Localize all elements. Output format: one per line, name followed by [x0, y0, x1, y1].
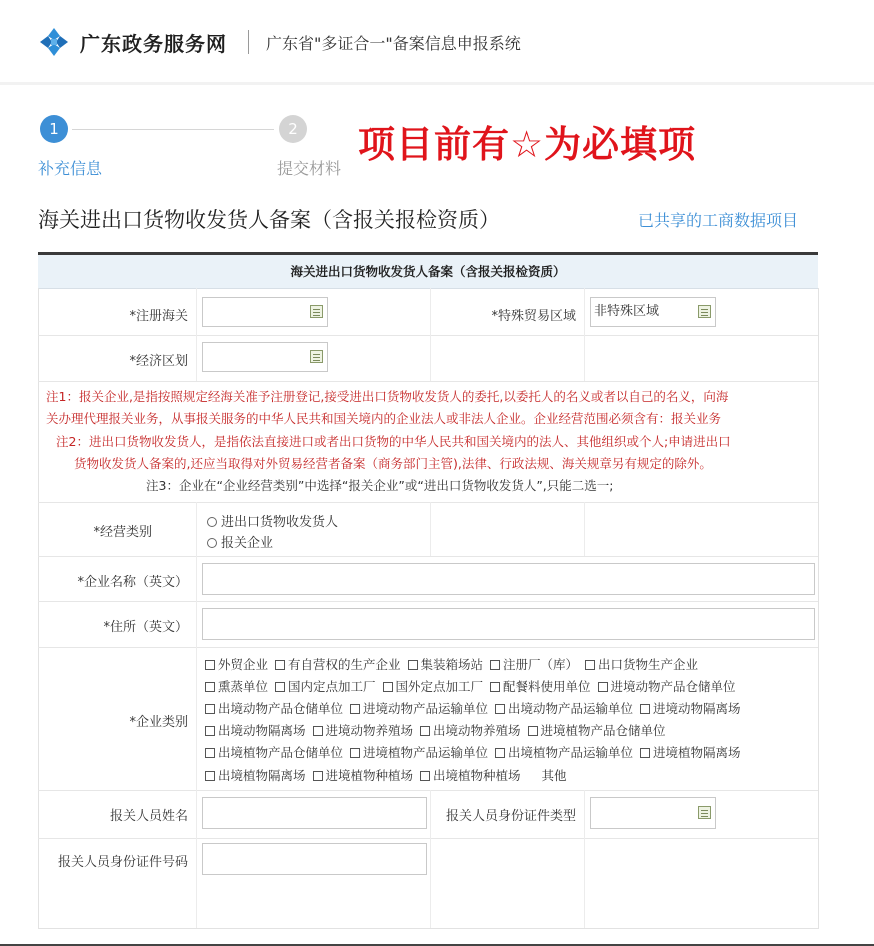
- checkbox-item[interactable]: [205, 701, 343, 716]
- declarant-id-number-input[interactable]: [202, 843, 427, 875]
- step-2-circle[interactable]: 2: [279, 115, 307, 143]
- checkbox-item[interactable]: [205, 723, 306, 738]
- site-header: [0, 0, 874, 83]
- option-label: 进出口货物收发货人: [221, 515, 339, 530]
- checkbox-item[interactable]: [313, 723, 414, 738]
- column-divider: [430, 790, 431, 928]
- checkbox-item[interactable]: [528, 723, 666, 738]
- enterprise-type-row: [205, 743, 744, 761]
- checkbox-item[interactable]: [350, 701, 488, 716]
- declarant-id-type-picker-icon[interactable]: [698, 806, 711, 819]
- checkbox-label: 出口货物生产企业: [598, 657, 699, 672]
- checkbox-item[interactable]: [420, 768, 521, 783]
- checkbox-item[interactable]: [313, 768, 414, 783]
- step-connector: [72, 129, 274, 130]
- special-zone-picker-icon[interactable]: [698, 305, 711, 318]
- checkbox-item[interactable]: [350, 745, 488, 760]
- checkbox-icon[interactable]: [490, 660, 500, 670]
- column-divider: [196, 502, 197, 928]
- column-divider: [584, 790, 585, 928]
- column-divider: [584, 288, 585, 381]
- checkbox-item[interactable]: [598, 679, 736, 694]
- radio-icon[interactable]: [207, 517, 217, 527]
- checkbox-item[interactable]: [205, 745, 343, 760]
- checkbox-label: 进境动物养殖场: [325, 723, 414, 738]
- special-zone-label: *特殊贸易区域: [491, 309, 576, 324]
- checkbox-item[interactable]: [640, 701, 741, 716]
- address-en-input[interactable]: [202, 608, 815, 640]
- checkbox-item[interactable]: [490, 679, 591, 694]
- checkbox-icon[interactable]: [205, 660, 215, 670]
- checkbox-label: 进境动物隔离场: [653, 701, 741, 716]
- row-divider: [38, 790, 818, 791]
- note-2b: 货物收发货人备案的,还应当取得对外贸易经营者备案（商务部门主管),法律、行政法规、海关规章另有规定的除外。: [74, 456, 712, 471]
- guangdong-logo-icon[interactable]: [38, 26, 70, 58]
- checkbox-icon[interactable]: [420, 771, 430, 781]
- other-label[interactable]: 其他: [541, 768, 567, 783]
- checkbox-icon[interactable]: [383, 682, 393, 692]
- checkbox-icon[interactable]: [350, 748, 360, 758]
- checkbox-icon[interactable]: [585, 660, 595, 670]
- checkbox-label: 配餐料使用单位: [503, 679, 591, 694]
- checkbox-icon[interactable]: [420, 726, 430, 736]
- row-divider: [38, 647, 818, 648]
- checkbox-label: 进境动物产品运输单位: [363, 701, 489, 716]
- page-title: 海关进出口货物收发货人备案（含报关报检资质）: [38, 208, 500, 232]
- shared-business-data-link[interactable]: 已共享的工商数据项目: [638, 211, 799, 230]
- checkbox-icon[interactable]: [350, 704, 360, 714]
- checkbox-icon[interactable]: [313, 726, 323, 736]
- declarant-name-label: 报关人员姓名: [109, 809, 188, 824]
- row-divider: [38, 556, 818, 557]
- note-1a: 注1：报关企业,是指按照规定经海关准予注册登记,接受进出口货物收发货人的委托,以委托人的名义或者以自己的名义，向海: [46, 389, 729, 404]
- checkbox-label: 集装箱场站: [420, 657, 484, 672]
- checkbox-item[interactable]: [420, 723, 521, 738]
- checkbox-item[interactable]: [585, 657, 698, 672]
- checkbox-label: 国外定点加工厂: [395, 679, 484, 694]
- radio-icon[interactable]: [207, 538, 217, 548]
- step-1-label[interactable]: 补充信息: [38, 159, 103, 178]
- special-zone-select[interactable]: 非特殊区域: [590, 297, 716, 327]
- system-name: 广东省"多证合一"备案信息申报系统: [266, 34, 521, 53]
- checkbox-label: 进境植物产品运输单位: [363, 745, 489, 760]
- note-1b: 关办理代理报关业务，从事报关服务的中华人民共和国关境内的企业法人或非法人企业。企业经营范围必须含有：报关业务: [46, 411, 722, 426]
- checkbox-item[interactable]: [205, 679, 268, 694]
- row-divider: [38, 838, 818, 839]
- economic-zone-picker-icon[interactable]: [310, 350, 323, 363]
- enterprise-type-row: [205, 766, 567, 784]
- checkbox-item[interactable]: [205, 657, 268, 672]
- checkbox-item[interactable]: [408, 657, 484, 672]
- column-divider: [430, 502, 431, 556]
- checkbox-icon[interactable]: [495, 704, 505, 714]
- table-title: 海关进出口货物收发货人备案（含报关报检资质）: [38, 255, 818, 289]
- checkbox-label: 出境植物产品运输单位: [508, 745, 634, 760]
- checkbox-label: 出境动物隔离场: [218, 723, 306, 738]
- header-separator: [248, 30, 249, 54]
- checkbox-icon[interactable]: [205, 704, 215, 714]
- checkbox-item[interactable]: [275, 679, 376, 694]
- company-name-en-label: *企业名称（英文）: [77, 575, 188, 590]
- checkbox-icon[interactable]: [408, 660, 418, 670]
- declarant-name-input[interactable]: [202, 797, 427, 829]
- checkbox-icon[interactable]: [275, 682, 285, 692]
- row-divider: [38, 335, 818, 336]
- checkbox-label: 进境动物产品仓储单位: [610, 679, 736, 694]
- checkbox-item[interactable]: [383, 679, 484, 694]
- customs-picker-icon[interactable]: [310, 305, 323, 318]
- checkbox-icon[interactable]: [205, 748, 215, 758]
- checkbox-label: 出境动物养殖场: [433, 723, 521, 738]
- checkbox-item[interactable]: [495, 745, 633, 760]
- checkbox-item[interactable]: [640, 745, 741, 760]
- business-type-label: *经营类别: [93, 525, 152, 540]
- checkbox-icon[interactable]: [598, 682, 608, 692]
- checkbox-icon[interactable]: [205, 682, 215, 692]
- checkbox-icon[interactable]: [640, 704, 650, 714]
- option-label: 报关企业: [221, 536, 274, 551]
- customs-label: *注册海关: [129, 309, 188, 324]
- checkbox-item[interactable]: [205, 768, 306, 783]
- enterprise-type-row: [205, 677, 739, 695]
- note-2a: 注2：进出口货物收发货人，是指依法直接进口或者出口货物的中华人民共和国关境内的法人、其他组织或个人;申请进出口: [56, 434, 731, 449]
- checkbox-label: 出境动物产品运输单位: [508, 701, 634, 716]
- row-divider: [38, 381, 818, 382]
- economic-zone-label: *经济区划: [129, 354, 188, 369]
- checkbox-item[interactable]: [490, 657, 578, 672]
- business-type-option-broker[interactable]: [207, 532, 273, 551]
- checkbox-icon[interactable]: [640, 748, 650, 758]
- step-2-label[interactable]: 提交材料: [277, 159, 342, 178]
- column-divider: [196, 288, 197, 381]
- column-divider: [584, 502, 585, 556]
- required-fields-annotation: 项目前有☆为必填项: [358, 123, 697, 166]
- checkbox-icon[interactable]: [205, 771, 215, 781]
- enterprise-type-row: [205, 721, 669, 739]
- checkbox-label: 熏蒸单位: [218, 679, 269, 694]
- checkbox-icon[interactable]: [495, 748, 505, 758]
- checkbox-icon[interactable]: [275, 660, 285, 670]
- row-divider: [38, 502, 818, 503]
- checkbox-label: 进境植物隔离场: [653, 745, 741, 760]
- checkbox-label: 出境动物产品仓储单位: [218, 701, 344, 716]
- checkbox-icon[interactable]: [528, 726, 538, 736]
- checkbox-label: 进境植物产品仓储单位: [540, 723, 666, 738]
- checkbox-label: 国内定点加工厂: [288, 679, 376, 694]
- checkbox-label: 出境植物产品仓储单位: [218, 745, 344, 760]
- checkbox-label: 注册厂（库）: [503, 657, 579, 672]
- declarant-id-number-label: 报关人员身份证件号码: [57, 855, 188, 870]
- checkbox-item[interactable]: [495, 701, 633, 716]
- declarant-id-type-label: 报关人员身份证件类型: [445, 809, 576, 824]
- checkbox-icon[interactable]: [490, 682, 500, 692]
- checkbox-label: 出境植物种植场: [433, 768, 521, 783]
- checkbox-icon[interactable]: [313, 771, 323, 781]
- address-en-label: *住所（英文）: [103, 620, 188, 635]
- checkbox-label: 进境植物种植场: [325, 768, 414, 783]
- column-divider: [430, 288, 431, 381]
- checkbox-label: 外贸企业: [218, 657, 269, 672]
- header-divider: [0, 82, 874, 85]
- checkbox-item[interactable]: [275, 657, 401, 672]
- enterprise-type-row: [205, 655, 701, 673]
- row-divider: [38, 601, 818, 602]
- site-name[interactable]: 广东政务服务网: [80, 32, 227, 56]
- checkbox-label: 出境植物隔离场: [218, 768, 306, 783]
- enterprise-type-row: [205, 699, 744, 717]
- enterprise-type-label: *企业类别: [129, 715, 188, 730]
- business-type-option-trader[interactable]: [207, 511, 338, 530]
- step-1-circle[interactable]: 1: [40, 115, 68, 143]
- note-3: 注3：企业在“企业经营类别”中选择“报关企业”或“进出口货物收发货人”,只能二选一;: [146, 478, 614, 493]
- checkbox-icon[interactable]: [205, 726, 215, 736]
- company-name-en-input[interactable]: [202, 563, 815, 595]
- checkbox-label: 有自营权的生产企业: [288, 657, 401, 672]
